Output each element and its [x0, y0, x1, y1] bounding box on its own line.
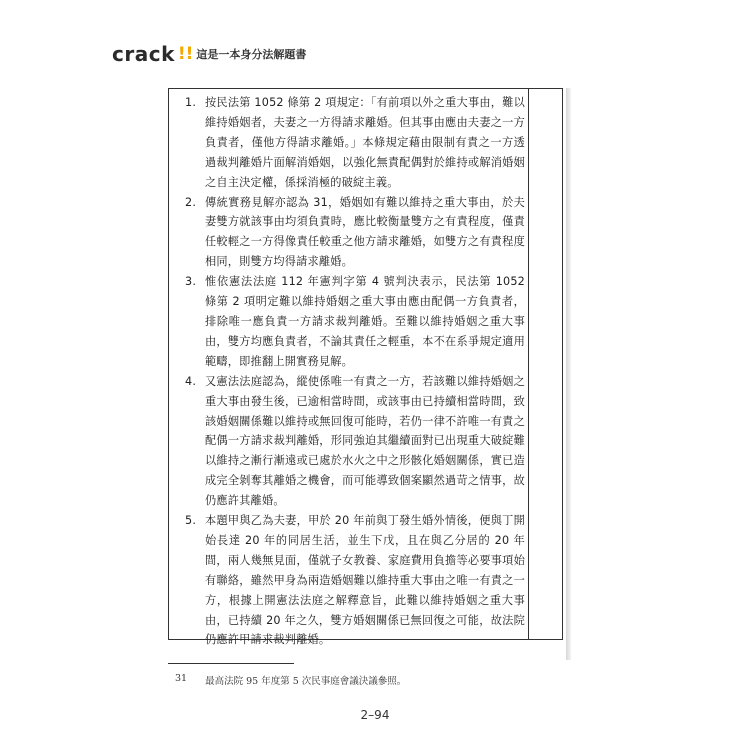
item-number: 5. [185, 514, 197, 528]
item-text: 本題甲與乙為夫妻，甲於 20 年前與丁發生婚外情後，便與丁開始長達 20 年的同居生活，並生下戊，且在與乙分居的 20 年間，兩人幾無見面，僅就子女教養、家庭費用負擔等必要事項始有聯絡，雖然甲身為兩造婚姻難以維持重大事由之唯一有責之一方，根據上開憲法法庭之解釋意旨，此難以維持婚姻之重大事由，已持續 20 年之久，雙方婚姻關係已無回復之可能，故法院仍應許甲請求裁判離婚。 [205, 514, 525, 647]
footnote-number: 31 [175, 673, 188, 684]
item-text: 傳統實務見解亦認為 31，婚姻如有難以維持之重大事由，於夫妻雙方就該事由均須負責時，應比較衡量雙方之有責程度，僅責任較輕之一方得像責任較重之他方請求離婚，如雙方之有責程度相同，則雙方均得請求離婚。 [205, 195, 525, 269]
footnote-text: 最高法院 95 年度第 5 次民事庭會議決議參照。 [205, 676, 407, 687]
answer-list [185, 93, 525, 650]
footnote-divider [168, 663, 294, 664]
page-edge-shadow [566, 88, 571, 660]
crack-logo: crack [112, 42, 175, 66]
item-number: 4. [185, 374, 197, 388]
item-number: 3. [185, 275, 197, 289]
list-item [185, 193, 525, 273]
list-item [185, 93, 525, 193]
list-item [185, 272, 525, 372]
answer-box [168, 88, 563, 647]
page-header [112, 40, 306, 64]
book-title: 這是一本身分法解題書 [196, 48, 307, 61]
logo-exclaim-icon: !! [177, 44, 194, 64]
item-text: 又憲法法庭認為，縱使係唯一有責之一方，若該難以維持婚姻之重大事由發生後，已逾相當時間，或該事由已持續相當時間，致該婚姻關係難以維持或無回復可能時，若仍一律不許唯一有責之配偶一方請求裁判離婚，形同強迫其繼續面對已出現重大破綻難以維持之漸行漸遠或已處於水火之中之形骸化婚姻關係，實已造成完全剝奪其離婚之機會，而可能導致個案顯然過苛之情事，故仍應許其離婚。 [205, 374, 525, 508]
footnote [175, 673, 406, 687]
item-number: 1. [185, 96, 197, 109]
item-text: 按民法第 1052 條第 2 項規定：「有前項以外之重大事由，難以維持婚姻者，夫妻之一方得請求離婚。但其事由應由夫妻之一方負責者，僅他方得請求離婚。」本條規定藉由限制有責之一方透過裁判離婚片面解消婚姻，以強化無責配偶對於維持或解消婚姻之自主決定權，係採消極的破綻主義。 [205, 96, 525, 189]
list-item [185, 511, 525, 650]
item-number: 2. [185, 195, 197, 209]
list-item [185, 372, 525, 511]
item-text: 惟依憲法法庭 112 年憲判字第 4 號判決表示，民法第 1052 條第 2 項明定難以維持婚姻之重大事由應由配偶一方負責者，排除唯一應負責一方請求裁判離婚。至難以維持婚姻之重大事由，雙方均應負責者，不論其責任之輕重，本不在系爭規定適用範疇，即推翻上開實務見解。 [205, 275, 525, 368]
page-number: 2–94 [360, 708, 390, 722]
box-divider [528, 89, 529, 639]
